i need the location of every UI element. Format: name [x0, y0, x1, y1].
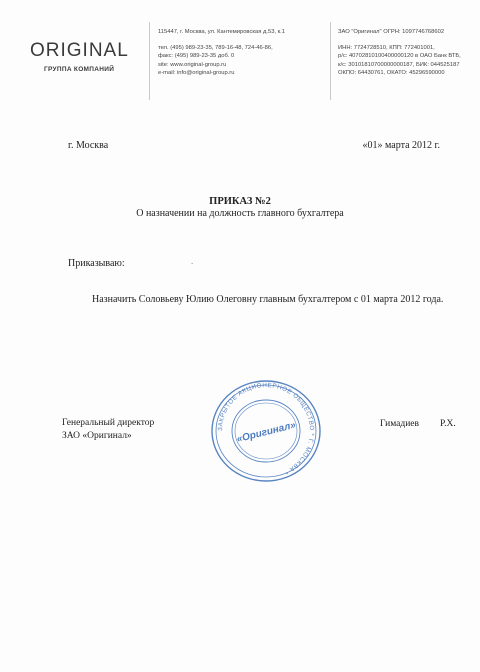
okpo-okato-line: ОКПО: 64430761, ОКАТО: 45296590000 [338, 69, 445, 76]
order-body: Назначить Соловьеву Юлию Олеговну главным бухгалтером с 01 марта 2012 года. [92, 294, 444, 305]
corr-account-line: к/с: 30101810700000000187, БИК: 044525187 [338, 61, 460, 68]
email-line: e-mail: info@original-group.ru [158, 69, 235, 76]
signature-role-title: Генеральный директор [62, 418, 155, 428]
signature-role-company: ЗАО «Оригинал» [62, 431, 132, 441]
stamp-center-text: «Оригинал» [235, 419, 298, 446]
fax-line: факс: (495) 989-23-35 доб. 0 [158, 53, 235, 60]
address-line: 115447, г. Москва, ул. Кантемировская д.53, к.1 [158, 29, 286, 35]
stray-dot: . [191, 256, 194, 266]
spacer-line [338, 36, 461, 44]
company-logo-wordmark: ORIGINAL [30, 40, 129, 61]
signer-surname: Гимадиев [380, 419, 419, 429]
spacer-line [158, 36, 285, 44]
document-title: ПРИКАЗ №2 [209, 196, 271, 207]
order-verb: Приказываю: [68, 258, 125, 269]
company-logo-subtitle: ГРУППА КОМПАНИЙ [44, 66, 115, 73]
letterhead-divider-right [330, 22, 331, 100]
letterhead-contacts [158, 28, 285, 77]
site-line: site: www.original-group.ru [158, 61, 227, 68]
account-line: р/с: 40702810100400000120 в ОАО Банк ВТБ, [338, 53, 461, 60]
company-stamp [208, 377, 324, 485]
letterhead [0, 0, 480, 112]
document-city: г. Москва [68, 140, 109, 151]
document-subtitle: О назначении на должность главного бухгалтера [136, 208, 344, 219]
ogrn-line: ЗАО "Оригинал" ОГРН: 1097746768602 [338, 29, 445, 35]
signer-initials: Р.Х. [440, 419, 456, 429]
document-date: «01» марта 2012 г. [362, 140, 440, 151]
phone-line: тел. (495) 989-23-35, 789-16-48, 724-46-86, [158, 45, 273, 52]
stamp-ring-text: ЗАКРЫТОЕ АКЦИОНЕРНОЕ ОБЩЕСТВО * Г. МОСКВА * [216, 381, 316, 476]
letterhead-divider-left [149, 22, 150, 100]
inn-kpp-line: ИНН: 7724728510, КПП: 772401001, [338, 45, 435, 52]
letterhead-company-ids [338, 28, 461, 77]
